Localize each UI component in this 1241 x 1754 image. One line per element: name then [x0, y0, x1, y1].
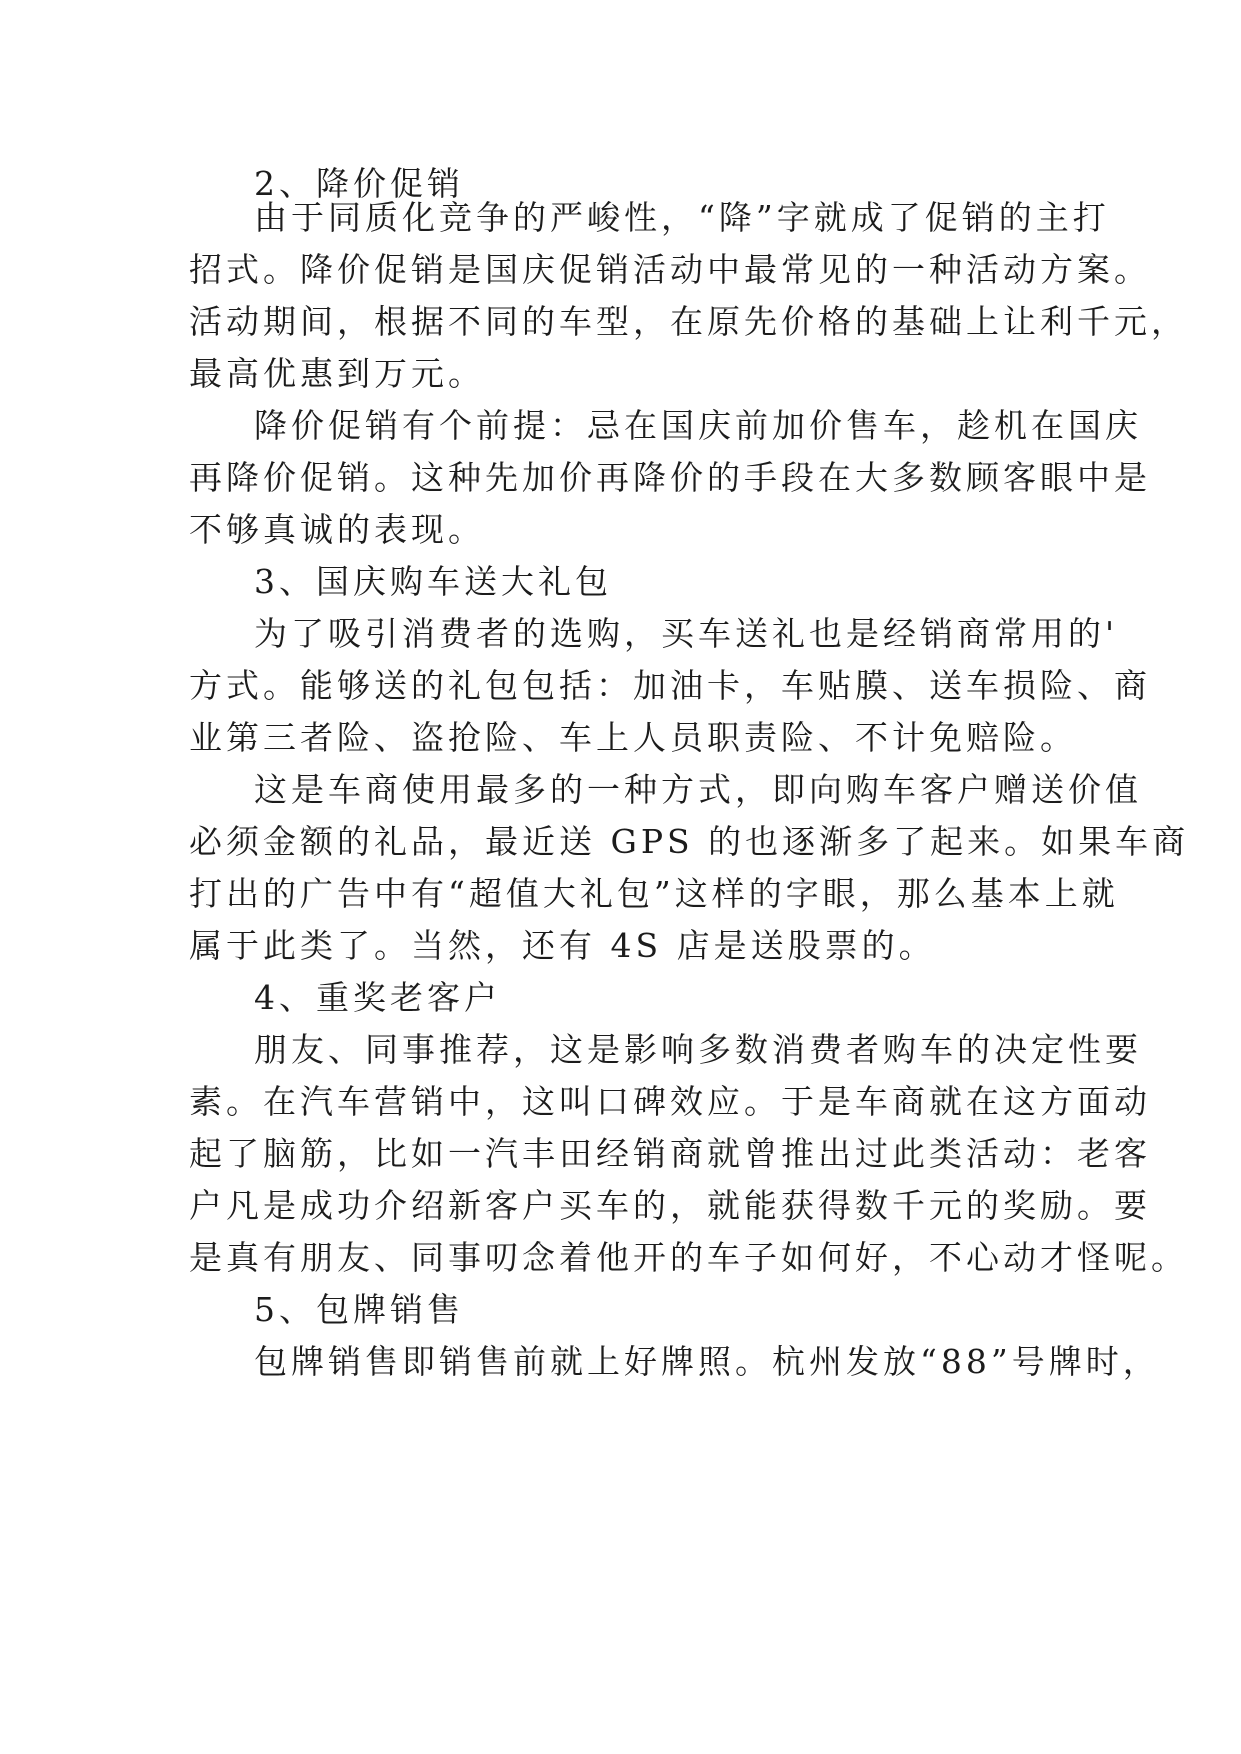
- paragraph-line: 属于此类了。当然，还有 4S 店是送股票的。: [189, 926, 936, 965]
- paragraph-line: 朋友、同事推荐，这是影响多数消费者购车的决定性要: [254, 1030, 1142, 1069]
- paragraph-line: 包牌销售即销售前就上好牌照。杭州发放“88”号牌时，: [254, 1342, 1160, 1381]
- paragraph-line: 再降价促销。这种先加价再降价的手段在大多数顾客眼中是: [189, 458, 1151, 497]
- paragraph-line: 打出的广告中有“超值大礼包”这样的字眼，那么基本上就: [189, 874, 1119, 913]
- paragraph-line: 必须金额的礼品，最近送 GPS 的也逐渐多了起来。如果车商: [189, 822, 1190, 861]
- paragraph-line: 业第三者险、盗抢险、车上人员职责险、不计免赔险。: [189, 718, 1077, 757]
- paragraph-line: 这是车商使用最多的一种方式，即向购车客户赠送价值: [254, 770, 1142, 809]
- heading-plate-included: 5、包牌销售: [254, 1290, 464, 1329]
- paragraph-line: 起了脑筋，比如一汽丰田经销商就曾推出过此类活动：老客: [189, 1134, 1151, 1173]
- paragraph-line: 最高优惠到万元。: [189, 354, 485, 393]
- paragraph-line: 户凡是成功介绍新客户买车的，就能获得数千元的奖励。要: [189, 1186, 1151, 1225]
- paragraph-line: 降价促销有个前提：忌在国庆前加价售车，趁机在国庆: [254, 406, 1142, 445]
- paragraph-line: 为了吸引消费者的选购，买车送礼也是经销商常用的': [254, 614, 1119, 653]
- heading-reward-customers: 4、重奖老客户: [254, 978, 501, 1017]
- heading-gift-package: 3、国庆购车送大礼包: [254, 562, 612, 601]
- paragraph-line: 不够真诚的表现。: [189, 510, 485, 549]
- paragraph-line: 是真有朋友、同事叨念着他开的车子如何好，不心动才怪呢。: [189, 1238, 1188, 1277]
- paragraph-line: 素。在汽车营销中，这叫口碑效应。于是车商就在这方面动: [189, 1082, 1151, 1121]
- paragraph-line: 由于同质化竞争的严峻性，“降”字就成了促销的主打: [254, 198, 1110, 237]
- heading-price-cut: 2、降价促销: [254, 164, 464, 203]
- paragraph-line: 招式。降价促销是国庆促销活动中最常见的一种活动方案。: [189, 250, 1151, 289]
- paragraph-line: 方式。能够送的礼包包括：加油卡，车贴膜、送车损险、商: [189, 666, 1151, 705]
- paragraph-line: 活动期间，根据不同的车型，在原先价格的基础上让利千元，: [189, 302, 1188, 341]
